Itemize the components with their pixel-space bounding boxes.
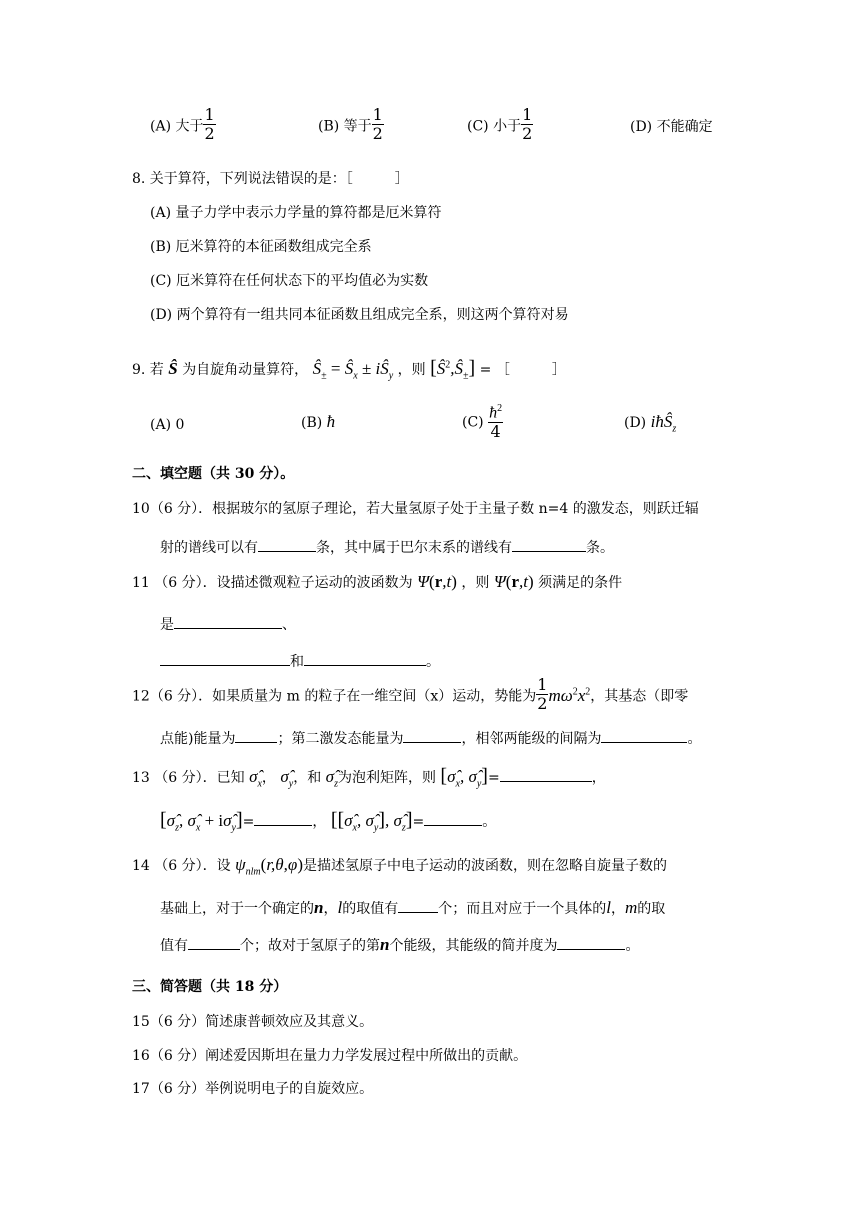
answer-blank[interactable] bbox=[304, 651, 426, 666]
q7-option-c-label: (C) 小于 bbox=[467, 118, 522, 135]
q13-line-2: [$\sigmâ_z$, $\sigmâ_x$ + $i\sigmâ_y]=$ ， [[$\sigmâ_x$, $\sigmâ_y$], $\sigmâ_z]=$ 。 bbox=[160, 809, 497, 834]
quantum-number-n: n bbox=[314, 898, 324, 917]
fraction-one-half: $\frac{1}{2}$ bbox=[204, 105, 215, 143]
answer-blank[interactable] bbox=[424, 811, 482, 826]
quantum-number-l: l bbox=[337, 898, 343, 917]
fraction-one-half: $\frac{1}{2}$ bbox=[372, 105, 383, 143]
answer-blank[interactable] bbox=[500, 767, 592, 782]
q8-option-b: (B) 厄米算符的本征函数组成完全系 bbox=[150, 239, 372, 255]
q14-line-1: 14 （6 分）．设 $\psi_{nlm}(r,\theta,\varphi)$是描述氢原子中电子运动的波函数，则在忽略自旋量子数的 bbox=[132, 855, 667, 878]
q8-option-a: (A) 量子力学中表示力学量的算符都是厄米算符 bbox=[150, 205, 442, 221]
q7-option-b bbox=[318, 105, 384, 145]
answer-blank[interactable] bbox=[557, 935, 625, 950]
q9-text-3: ，则 bbox=[397, 362, 426, 378]
answer-blank[interactable] bbox=[235, 728, 277, 743]
pauli-sigma-x: $\sigmâ_x$ bbox=[249, 767, 262, 790]
spin-operator-s: Ŝ bbox=[168, 359, 178, 378]
quantum-number-l: l bbox=[606, 898, 611, 917]
q9-stem bbox=[132, 358, 566, 381]
commutator-sx-sy: [$\sigmâ_x$, $\sigmâ_y$] bbox=[440, 765, 488, 790]
potential-energy-expression: $m\omega^2x^2$ bbox=[548, 685, 591, 705]
answer-blank[interactable] bbox=[188, 935, 240, 950]
q7-option-d: (D) 不能确定 bbox=[630, 119, 713, 135]
q11-line-3: 和 。 bbox=[160, 651, 440, 669]
q9-option-c: (C) $\frac{ħ^2}{4}$ bbox=[462, 402, 503, 443]
answer-blank[interactable] bbox=[398, 898, 438, 913]
q14-line-2: 基础上，对于一个确定的n，l的取值有 个；而且对应于一个具体的l，m的取 bbox=[160, 898, 666, 917]
q9-option-d: (D) iħŜ$_z$ bbox=[624, 412, 677, 435]
q12-line-2: 点能)能量为 ；第二激发态能量为 ，相邻两能级的间隔为 。 bbox=[160, 728, 701, 746]
answer-blank[interactable] bbox=[403, 728, 461, 743]
answer-blank[interactable] bbox=[160, 651, 290, 666]
hbar-symbol: ħ bbox=[326, 412, 336, 431]
q16-text: 16（6 分）阐述爱因斯坦在量力力学发展过程中所做出的贡献。 bbox=[132, 1048, 528, 1064]
pauli-sigma-y: $\sigmâ_y$ bbox=[280, 767, 294, 790]
quantum-number-m: m bbox=[624, 898, 638, 917]
q13-line-1: 13 （6 分）．已知 $\sigmâ_x$， $\sigmâ_y$，和 $\sigmâ_z$为泡利矩阵，则 [$\sigmâ_x$, $\sigmâ_y]=$ ， bbox=[132, 765, 606, 790]
q9-text-2: 为自旋角动量算符， bbox=[182, 362, 309, 378]
nested-commutator: [[$\sigmâ_x$, $\sigmâ_y$], $\sigmâ_z$] bbox=[330, 809, 413, 834]
q8-option-d: (D) 两个算符有一组共同本征函数且组成完全系，则这两个算符对易 bbox=[150, 307, 569, 323]
q8-stem: 8. 关于算符，下列说法错误的是：［ ］ bbox=[132, 171, 409, 187]
ihbar-sz: iħŜ$_z$ bbox=[650, 412, 677, 435]
quantum-number-n: n bbox=[380, 935, 390, 954]
fraction-hbar2-over-4: $\frac{ħ^2}{4}$ bbox=[488, 400, 503, 441]
q10-line-2: 射的谱线可以有 条，其中属于巴尔末系的谱线有 条。 bbox=[160, 537, 614, 555]
q15-text: 15（6 分）简述康普顿效应及其意义。 bbox=[132, 1014, 374, 1030]
q7-option-a bbox=[150, 105, 216, 145]
answer-blank[interactable] bbox=[174, 614, 282, 629]
commutator-sz-splus: [$\sigmâ_z$, $\sigmâ_x$ + $i\sigmâ_y$] bbox=[160, 809, 243, 834]
q9-option-a: (A) 0 bbox=[150, 417, 185, 433]
q7-option-a-label: (A) 大于 bbox=[150, 118, 204, 135]
pauli-sigma-z: $\sigmâ_z$ bbox=[325, 767, 338, 790]
q8-option-c: (C) 厄米算符在任何状态下的平均值必为实数 bbox=[150, 273, 429, 289]
answer-blank[interactable] bbox=[601, 728, 687, 743]
wavefunction-psi-r-t: Ψ(r,t) bbox=[493, 572, 534, 591]
q9-text-1: 9. 若 bbox=[132, 362, 164, 378]
q12-line-1: 12（6 分）．如果质量为 m 的粒子在一维空间（x）运动，势能为 $\frac{1}{2}$ $m\omega^2x^2$，其基态（即零 bbox=[132, 675, 689, 713]
q14-line-3: 值有 个；故对于氢原子的第n个能级，其能级的简并度为 。 bbox=[160, 935, 640, 954]
answer-blank[interactable] bbox=[258, 537, 316, 552]
commutator-s2-spm: $[Ŝ^2,Ŝ_\pm]$ bbox=[430, 357, 476, 382]
q11-line-1: 11 （6 分）．设描述微观粒子运动的波函数为 Ψ(r,t) ，则 Ψ(r,t) 须满足的条件 bbox=[132, 572, 623, 591]
section-2-heading: 二、填空题（共 30 分）。 bbox=[132, 466, 295, 482]
answer-blank[interactable] bbox=[254, 811, 312, 826]
q10-line-1: 10（6 分）．根据玻尔的氢原子理论，若大量氢原子处于主量子数 n=4 的激发态，则跃迁辐 bbox=[132, 501, 699, 517]
q11-line-2: 是 、 bbox=[160, 614, 296, 632]
section-3-heading: 三、简答题（共 18 分） bbox=[132, 979, 288, 995]
q9-option-b: (B) ħ bbox=[301, 412, 336, 431]
q9-text-4: = ［ ］ bbox=[479, 362, 566, 378]
ladder-operator-definition: $Ŝ_\pm$ = $Ŝ_x$ ± $iŜ_y$ bbox=[312, 359, 394, 382]
fraction-one-half: $\frac{1}{2}$ bbox=[522, 105, 533, 143]
q17-text: 17（6 分）举例说明电子的自旋效应。 bbox=[132, 1081, 374, 1097]
q7-option-c bbox=[467, 105, 533, 145]
q7-option-b-label: (B) 等于 bbox=[318, 118, 372, 135]
answer-blank[interactable] bbox=[512, 537, 586, 552]
wavefunction-psi-nlm: $\psi_{nlm}(r,\theta,\varphi)$ bbox=[235, 855, 303, 878]
wavefunction-psi-r-t: Ψ(r,t) bbox=[417, 572, 457, 591]
fraction-one-half: $\frac{1}{2}$ bbox=[537, 675, 548, 713]
